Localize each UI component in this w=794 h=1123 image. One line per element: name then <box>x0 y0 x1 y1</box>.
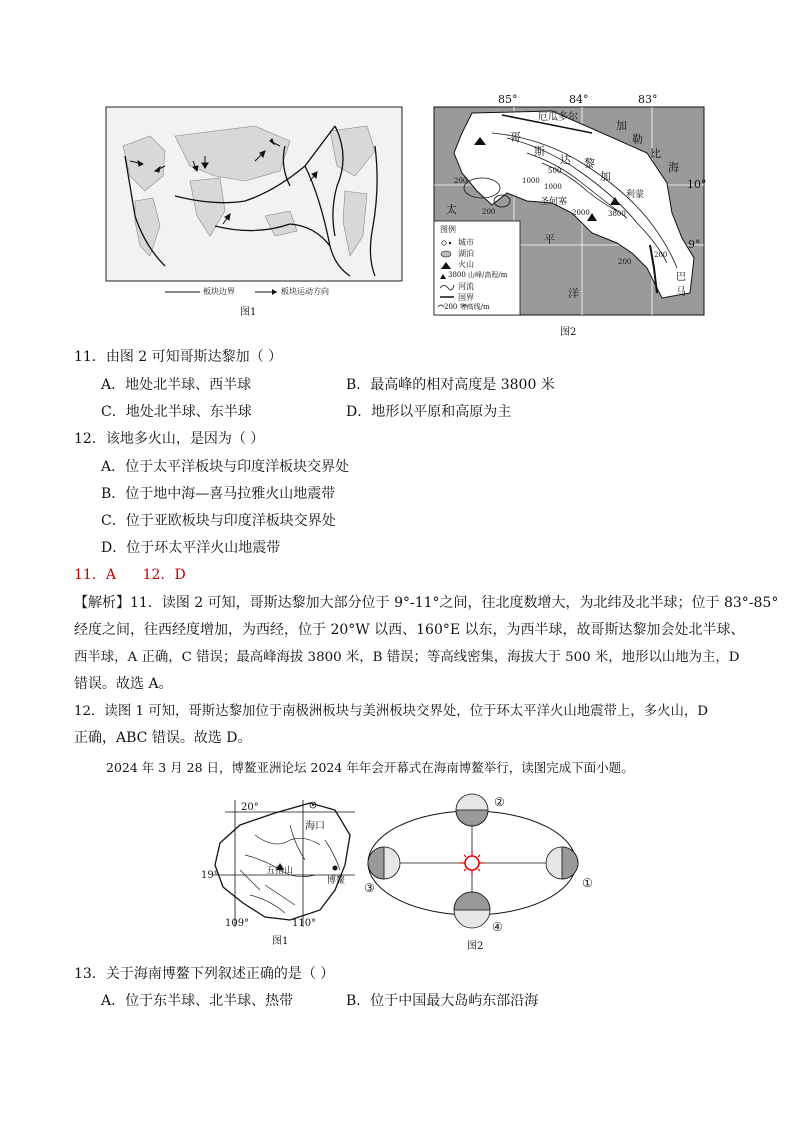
figure2-caption: 图2 <box>560 327 577 338</box>
figure4-caption: 图2 <box>467 941 484 952</box>
city-sanjose-label: 圣何塞 <box>540 197 568 207</box>
legend-volcano: 火山 <box>458 260 474 269</box>
caribbean-char-2: 勒 <box>632 133 643 146</box>
region-char-3: 达 <box>560 153 571 166</box>
position-label-2: ② <box>494 795 505 809</box>
legend-contour: 200 等高线/m <box>444 303 490 311</box>
figure2-costa-rica-map <box>432 93 712 335</box>
analysis-text: 以西、 <box>369 622 417 638</box>
figure1-plate-map <box>105 106 403 302</box>
q12-option-d: D．位于环太平洋火山地震带 <box>101 540 281 556</box>
legend-lake: 湖泊 <box>458 249 474 258</box>
q11-stem: 11．由图 2 可知哥斯达黎加（ ） <box>74 349 283 365</box>
q11-option-d: D．地形以平原和高原为主 <box>346 404 512 420</box>
caribbean-char-4: 海 <box>668 161 679 174</box>
lat-19-label: 19° <box>201 870 219 881</box>
analysis-line-1 <box>74 590 779 617</box>
peak-3800-label: 3800 <box>608 210 626 218</box>
analysis-text: 160°E <box>416 622 461 638</box>
country-top-label: 厄瓜多尔 <box>538 112 578 123</box>
analysis-line-6: 正确，ABC 错误。故选 D。 <box>74 730 252 746</box>
contour-1000: 1000 <box>522 177 540 185</box>
figure3-hainan-map <box>195 795 360 945</box>
panama-char-2: 马 <box>676 287 686 298</box>
position-label-1: ① <box>582 876 593 890</box>
contour-200-b: 200 <box>618 258 632 266</box>
pacific-char-2: 平 <box>544 233 555 246</box>
lat-10-label: 10° <box>687 178 707 191</box>
lon-110-label: 110° <box>292 918 317 929</box>
legend-peak: 3800 山峰/高程/m <box>448 271 508 279</box>
analysis-text: 11．读图 2 可知，哥斯达黎加大部分位于 <box>130 595 395 611</box>
position-label-4: ④ <box>492 920 503 934</box>
q13-stem: 13．关于海南博鳌下列叙述正确的是（ ） <box>74 966 335 982</box>
legend-city: 城市 <box>458 238 474 247</box>
lon-109-label: 109° <box>225 918 250 929</box>
q11-option-b: B．最高峰的相对高度是 3800 米 <box>346 377 555 393</box>
q13-option-b: B．位于中国最大岛屿东部沿海 <box>346 993 539 1009</box>
analysis-text: 以东，为西半球，故哥斯达黎加会处北半球、 <box>460 622 745 638</box>
lon-83-label: 83° <box>638 93 658 106</box>
q13-option-a: A．位于东半球、北半球、热带 <box>101 993 294 1009</box>
contour-2000: 2000 <box>572 209 590 217</box>
q12-stem: 12．该地多火山，是因为（ ） <box>74 431 265 447</box>
q11-option-c: C．地处北半球、东半球 <box>101 404 252 420</box>
pacific-char-1: 太 <box>446 203 457 216</box>
answers-line: 11．A 12．D <box>74 567 186 583</box>
figure1-caption: 图1 <box>240 307 257 318</box>
legend-river: 河流 <box>458 282 474 291</box>
legend-title: 图例 <box>440 225 456 234</box>
analysis-text: 20°W <box>330 622 370 638</box>
lat-9-label: 9° <box>688 238 701 251</box>
city-wuzhishan-label: 五指山 <box>266 866 294 876</box>
analysis-line-4: 错误。故选 A。 <box>74 676 173 692</box>
contour-200-c: 200 <box>654 251 668 259</box>
analysis-line-5: 12．读图 1 可知，哥斯达黎加位于南极洲板块与美洲板块交界处，位于环太平洋火山地震带上，多火山，D <box>74 704 708 719</box>
contour-1000-b: 1000 <box>544 183 562 191</box>
sun-icon <box>460 851 484 875</box>
figure4-orbit-diagram <box>362 785 607 950</box>
contour-200-d: 200 <box>482 208 496 216</box>
region-char-5: 加 <box>600 170 611 183</box>
region-char-2: 斯 <box>534 145 545 158</box>
pacific-char-3: 洋 <box>568 287 579 300</box>
lat-20-label: 20° <box>241 802 259 813</box>
caribbean-char-1: 加 <box>616 119 627 132</box>
analysis-block <box>74 590 779 752</box>
city-haikou-label: 海口 <box>305 821 325 832</box>
city-limon-label: 利蒙 <box>626 190 645 200</box>
analysis-line-3: 西半球，A 正确，C 错误；最高峰海拔 3800 米，B 错误；等高线密集，海拔大于 500 米，地形以山地为主，D <box>74 650 740 665</box>
q11-option-a: A．地处北半球、西半球 <box>101 377 252 393</box>
analysis-tag: 【解析】 <box>74 595 130 611</box>
legend-border: 国界 <box>458 293 474 302</box>
q12-option-a: A．位于太平洋板块与印度洋板块交界处 <box>101 459 350 475</box>
panama-char-1: 巴 <box>676 272 686 283</box>
contour-200-a: 200 <box>454 177 468 185</box>
contour-500: 500 <box>548 167 562 175</box>
analysis-text: 之间，往北度数增大，为北纬及北半球；位于 <box>439 595 724 611</box>
lon-85-label: 85° <box>498 93 518 106</box>
analysis-text: 经度之间，往西经度增加，为西经，位于 <box>74 622 331 638</box>
caribbean-char-3: 比 <box>650 147 661 160</box>
figure3-caption: 图1 <box>272 936 289 947</box>
analysis-line-2 <box>74 617 764 644</box>
intro-text: 2024 年 3 月 28 日，博鳌亚洲论坛 2024 年年会开幕式在海南博鳌举行，读图完成下面小题。 <box>106 760 634 775</box>
q12-option-b: B．位于地中海—喜马拉雅火山地震带 <box>101 486 336 502</box>
lon-84-label: 84° <box>569 93 589 106</box>
region-char-1: 哥 <box>510 131 521 144</box>
q12-option-c: C．位于亚欧板块与印度洋板块交界处 <box>101 513 336 529</box>
position-label-3: ③ <box>364 881 375 895</box>
region-char-4: 黎 <box>584 157 595 170</box>
analysis-text: 9°-11° <box>394 595 440 611</box>
city-boao-label: 博鳌 <box>327 876 346 886</box>
legend-motion-label: 板块运动方向 <box>281 287 329 296</box>
analysis-text: 83°-85° <box>723 595 779 611</box>
legend-boundary-label: 板块边界 <box>203 287 235 296</box>
